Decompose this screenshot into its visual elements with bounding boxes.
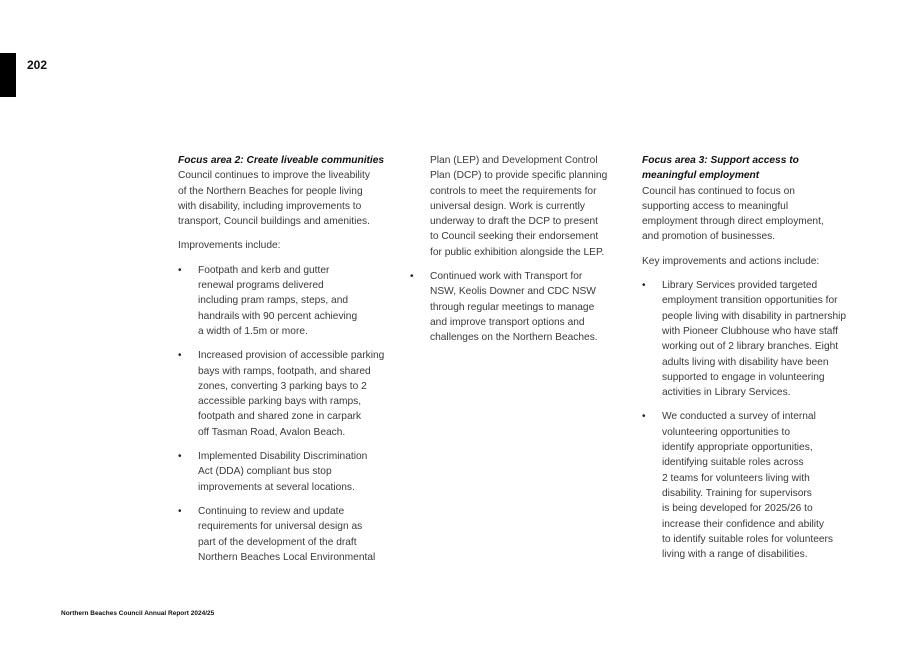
- text-line: We conducted a survey of internal: [662, 411, 816, 423]
- text-line: employment through direct employment,: [642, 216, 824, 228]
- list-item: [178, 263, 398, 339]
- subheading: Improvements include:: [178, 240, 281, 252]
- bullet-icon: •: [178, 451, 182, 463]
- bullet-list: [410, 269, 625, 345]
- text-line: bays with ramps, footpath, and shared: [198, 365, 371, 377]
- text-line: Increased provision of accessible parking: [198, 350, 385, 362]
- text-line: volunteering opportunities to: [662, 426, 790, 438]
- section-heading: Focus area 2: Create liveable communities: [178, 155, 385, 166]
- bullet-icon: •: [410, 271, 414, 283]
- list-item: [642, 409, 862, 562]
- text-line: and promotion of businesses.: [642, 231, 776, 243]
- text-line: Council continues to improve the liveability: [178, 170, 370, 182]
- column-focus-area-2: [178, 153, 398, 574]
- text-line: for public exhibition alongside the LEP.: [430, 246, 605, 258]
- bullet-icon: •: [178, 264, 182, 276]
- intro-paragraph: [642, 184, 862, 245]
- text-line: to identify suitable roles for volunteers: [662, 533, 834, 545]
- text-line: underway to draft the DCP to present: [430, 216, 598, 228]
- text-line: Library Services provided targeted: [662, 280, 818, 292]
- text-line: Continued work with Transport for: [430, 271, 583, 283]
- text-line: of the Northern Beaches for people living: [178, 185, 363, 197]
- text-line: Council has continued to focus on: [642, 185, 795, 197]
- text-line: Implemented Disability Discrimination: [198, 451, 368, 463]
- text-line: Plan (LEP) and Development Control: [430, 155, 598, 166]
- text-line: transport, Council buildings and amenities.: [178, 216, 370, 228]
- text-line: Northern Beaches Local Environmental: [198, 551, 376, 563]
- list-item: [642, 278, 862, 400]
- text-line: footpath and shared zone in carpark: [198, 411, 362, 423]
- text-line: people living with disability in partnership: [662, 310, 847, 322]
- section-heading: Focus area 3: Support access to: [642, 155, 799, 166]
- text-line: identify appropriate opportunities,: [662, 442, 813, 454]
- intro-paragraph: [178, 168, 398, 229]
- text-line: with disability, including improvements to: [178, 200, 362, 212]
- text-line: adults living with disability have been: [662, 356, 829, 368]
- text-line: requirements for universal design as: [198, 521, 363, 533]
- section-heading: meaningful employment: [642, 170, 760, 182]
- page-number: 202: [27, 58, 48, 72]
- text-line: Act (DDA) compliant bus stop: [198, 466, 332, 478]
- text-line: Plan (DCP) to provide specific planning: [430, 170, 608, 182]
- subheading: Key improvements and actions include:: [642, 255, 820, 267]
- text-line: Continuing to review and update: [198, 505, 345, 517]
- text-line: handrails with 90 percent achieving: [198, 310, 358, 322]
- text-line: universal design. Work is currently: [430, 200, 585, 212]
- text-line: employment transition opportunities for: [662, 295, 838, 307]
- text-line: a width of 1.5m or more.: [198, 325, 308, 337]
- text-line: through regular meetings to manage: [430, 301, 595, 313]
- page-footer: Northern Beaches Council Annual Report 2024/25: [61, 610, 215, 617]
- text-line: supporting access to meaningful: [642, 200, 789, 212]
- text-line: working out of 2 library branches. Eight: [662, 341, 839, 353]
- bullet-icon: •: [642, 411, 646, 423]
- continued-bullet-text: [410, 153, 625, 260]
- bullet-icon: •: [178, 350, 182, 362]
- column-continued: [410, 153, 625, 355]
- bullet-list: [178, 263, 398, 565]
- list-item: [178, 348, 398, 440]
- list-item: [178, 504, 398, 565]
- text-line: 2 teams for volunteers living with: [662, 472, 810, 484]
- text-line: Footpath and kerb and gutter: [198, 264, 330, 276]
- text-line: with Pioneer Clubhouse who have staff: [662, 325, 838, 337]
- text-line: off Tasman Road, Avalon Beach.: [198, 426, 346, 438]
- column-focus-area-3: [642, 153, 862, 571]
- text-line: accessible parking bays with ramps,: [198, 396, 362, 408]
- text-line: renewal programs delivered: [198, 280, 324, 292]
- page-edge-tab: [0, 53, 16, 97]
- text-line: increase their confidence and ability: [662, 518, 824, 530]
- list-item: [178, 449, 398, 495]
- bullet-list: [642, 278, 862, 562]
- text-line: supported to engage in volunteering: [662, 371, 825, 383]
- text-line: part of the development of the draft: [198, 536, 357, 548]
- text-line: disability. Training for supervisors: [662, 487, 812, 499]
- text-line: is being developed for 2025/26 to: [662, 503, 813, 515]
- text-line: including pram ramps, steps, and: [198, 295, 349, 307]
- text-line: living with a range of disabilities.: [662, 549, 808, 561]
- bullet-icon: •: [642, 280, 646, 292]
- list-item: [410, 269, 625, 345]
- text-line: and improve transport options and: [430, 316, 585, 328]
- text-line: challenges on the Northern Beaches.: [430, 332, 598, 344]
- text-line: identifying suitable roles across: [662, 457, 804, 469]
- bullet-icon: •: [178, 505, 182, 517]
- text-line: controls to meet the requirements for: [430, 185, 597, 197]
- text-line: to Council seeking their endorsement: [430, 231, 599, 243]
- text-line: activities in Library Services.: [662, 387, 791, 399]
- text-line: NSW, Keolis Downer and CDC NSW: [430, 286, 596, 298]
- text-line: improvements at several locations.: [198, 481, 355, 493]
- text-line: zones, converting 3 parking bays to 2: [198, 380, 367, 392]
